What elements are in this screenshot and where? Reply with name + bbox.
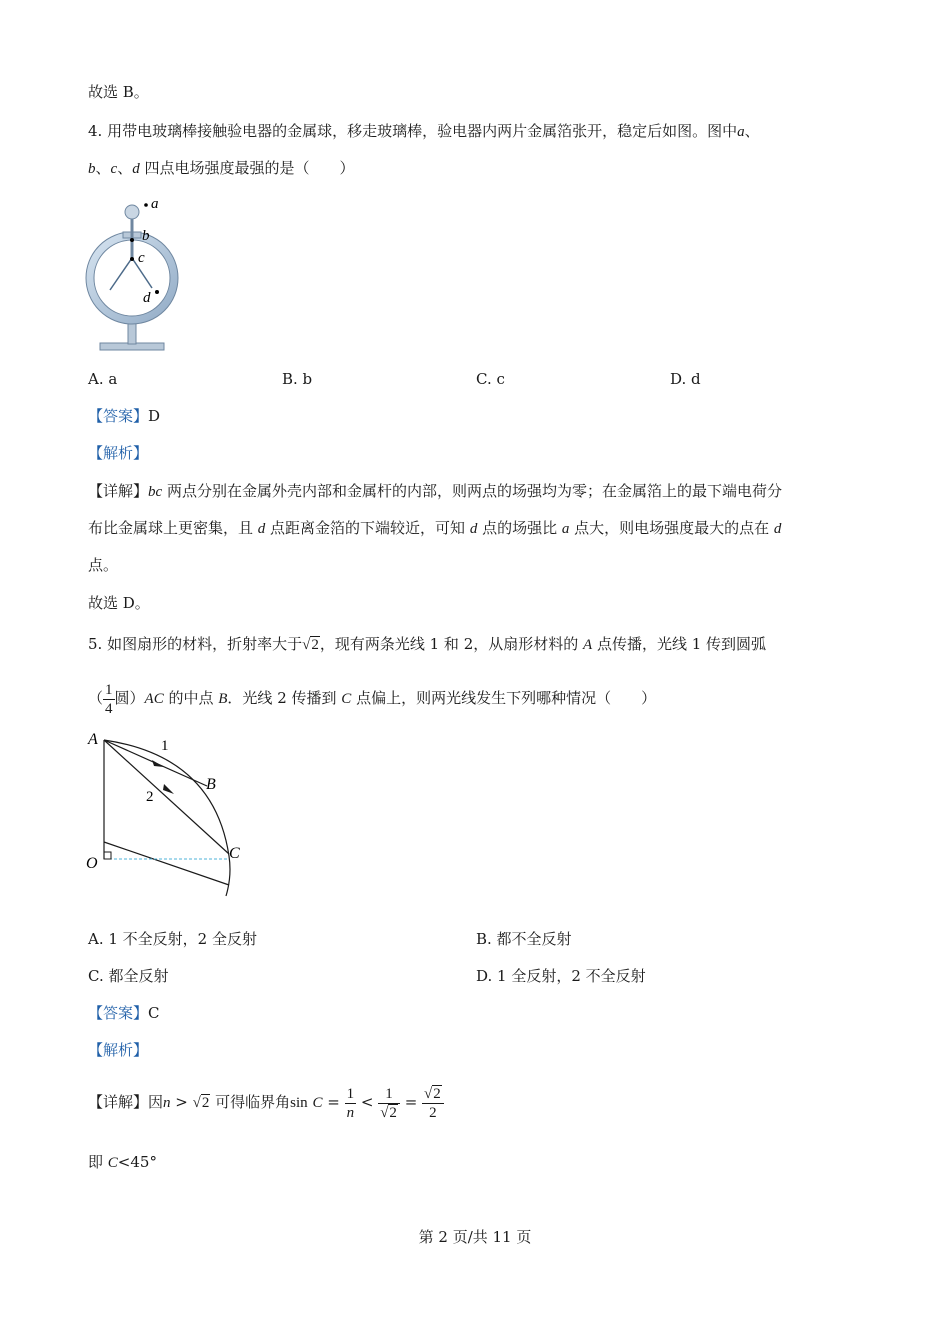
q5-answer: 【答案】C	[88, 1004, 160, 1022]
q5-option-b: B. 都不全反射	[476, 930, 572, 948]
electroscope-figure	[80, 190, 200, 360]
q5-option-c: C. 都全反射	[88, 967, 169, 985]
q4-option-b: B. b	[282, 370, 313, 388]
q4-stem-line2: b、c、d 四点电场强度最强的是（ ）	[88, 159, 355, 177]
prev-conclusion: 故选 B。	[88, 83, 149, 101]
q4-detail-line3: 点。	[88, 556, 119, 574]
label-b: b	[142, 228, 150, 244]
label-d: d	[143, 290, 151, 306]
q4-analysis: 【解析】	[88, 444, 149, 462]
q4-detail-line1: 【详解】bc 两点分别在金属外壳内部和金属杆的内部，则两点的场强均为零；在金属箔上的最下端电荷分	[88, 482, 782, 500]
q5-analysis: 【解析】	[88, 1041, 149, 1059]
label-a: a	[151, 196, 159, 212]
label-B: B	[206, 776, 216, 793]
label-O: O	[86, 855, 98, 872]
label-ray2: 2	[146, 789, 154, 805]
label-c: c	[138, 250, 145, 266]
label-A: A	[88, 731, 98, 748]
label-ray1: 1	[161, 738, 169, 754]
q5-stem-line2: （ $\frac{1}{4}$ 圆）AC 的中点 B．光线 2 传播到 C 点偏上，则两光线发生下列哪种情况（ ）	[88, 681, 657, 717]
q4-conclusion: 故选 D。	[88, 594, 150, 612]
q4-stem-line1: 4. 用带电玻璃棒接触验电器的金属球，移走玻璃棒，验电器内两片金属箔张开，稳定后如图。图中a、	[88, 122, 760, 140]
q4-detail-line2: 布比金属球上更密集，且 d 点距离金箔的下端较近，可知 d 点的场强比 a 点大，则电场强度最大的点在 d	[88, 519, 782, 537]
q4-option-a: A. a	[88, 370, 118, 388]
q5-option-d: D. 1 全反射，2 不全反射	[476, 967, 646, 985]
page-footer: 第 2 页/共 11 页	[418, 1228, 532, 1246]
q4-option-c: C. c	[476, 370, 505, 388]
q5-stem-line1: 5. 如图扇形的材料，折射率大于√2，现有两条光线 1 和 2，从扇形材料的 A 点传播，光线 1 传到圆弧	[88, 635, 767, 653]
label-C: C	[229, 845, 240, 862]
sector-figure	[84, 726, 254, 896]
q5-option-a: A. 1 不全反射，2 全反射	[88, 930, 257, 948]
q4-answer: 【答案】D	[88, 407, 161, 425]
q5-last-line: 即 C<45°	[88, 1153, 157, 1171]
q5-detail-formula: 【详解】因n > √2 可得临界角sin C = $\frac{1}{n}$ < $\frac{1}{√2}$ = $\frac{√2}{2}$	[88, 1082, 444, 1123]
q4-option-d: D. d	[670, 370, 701, 388]
